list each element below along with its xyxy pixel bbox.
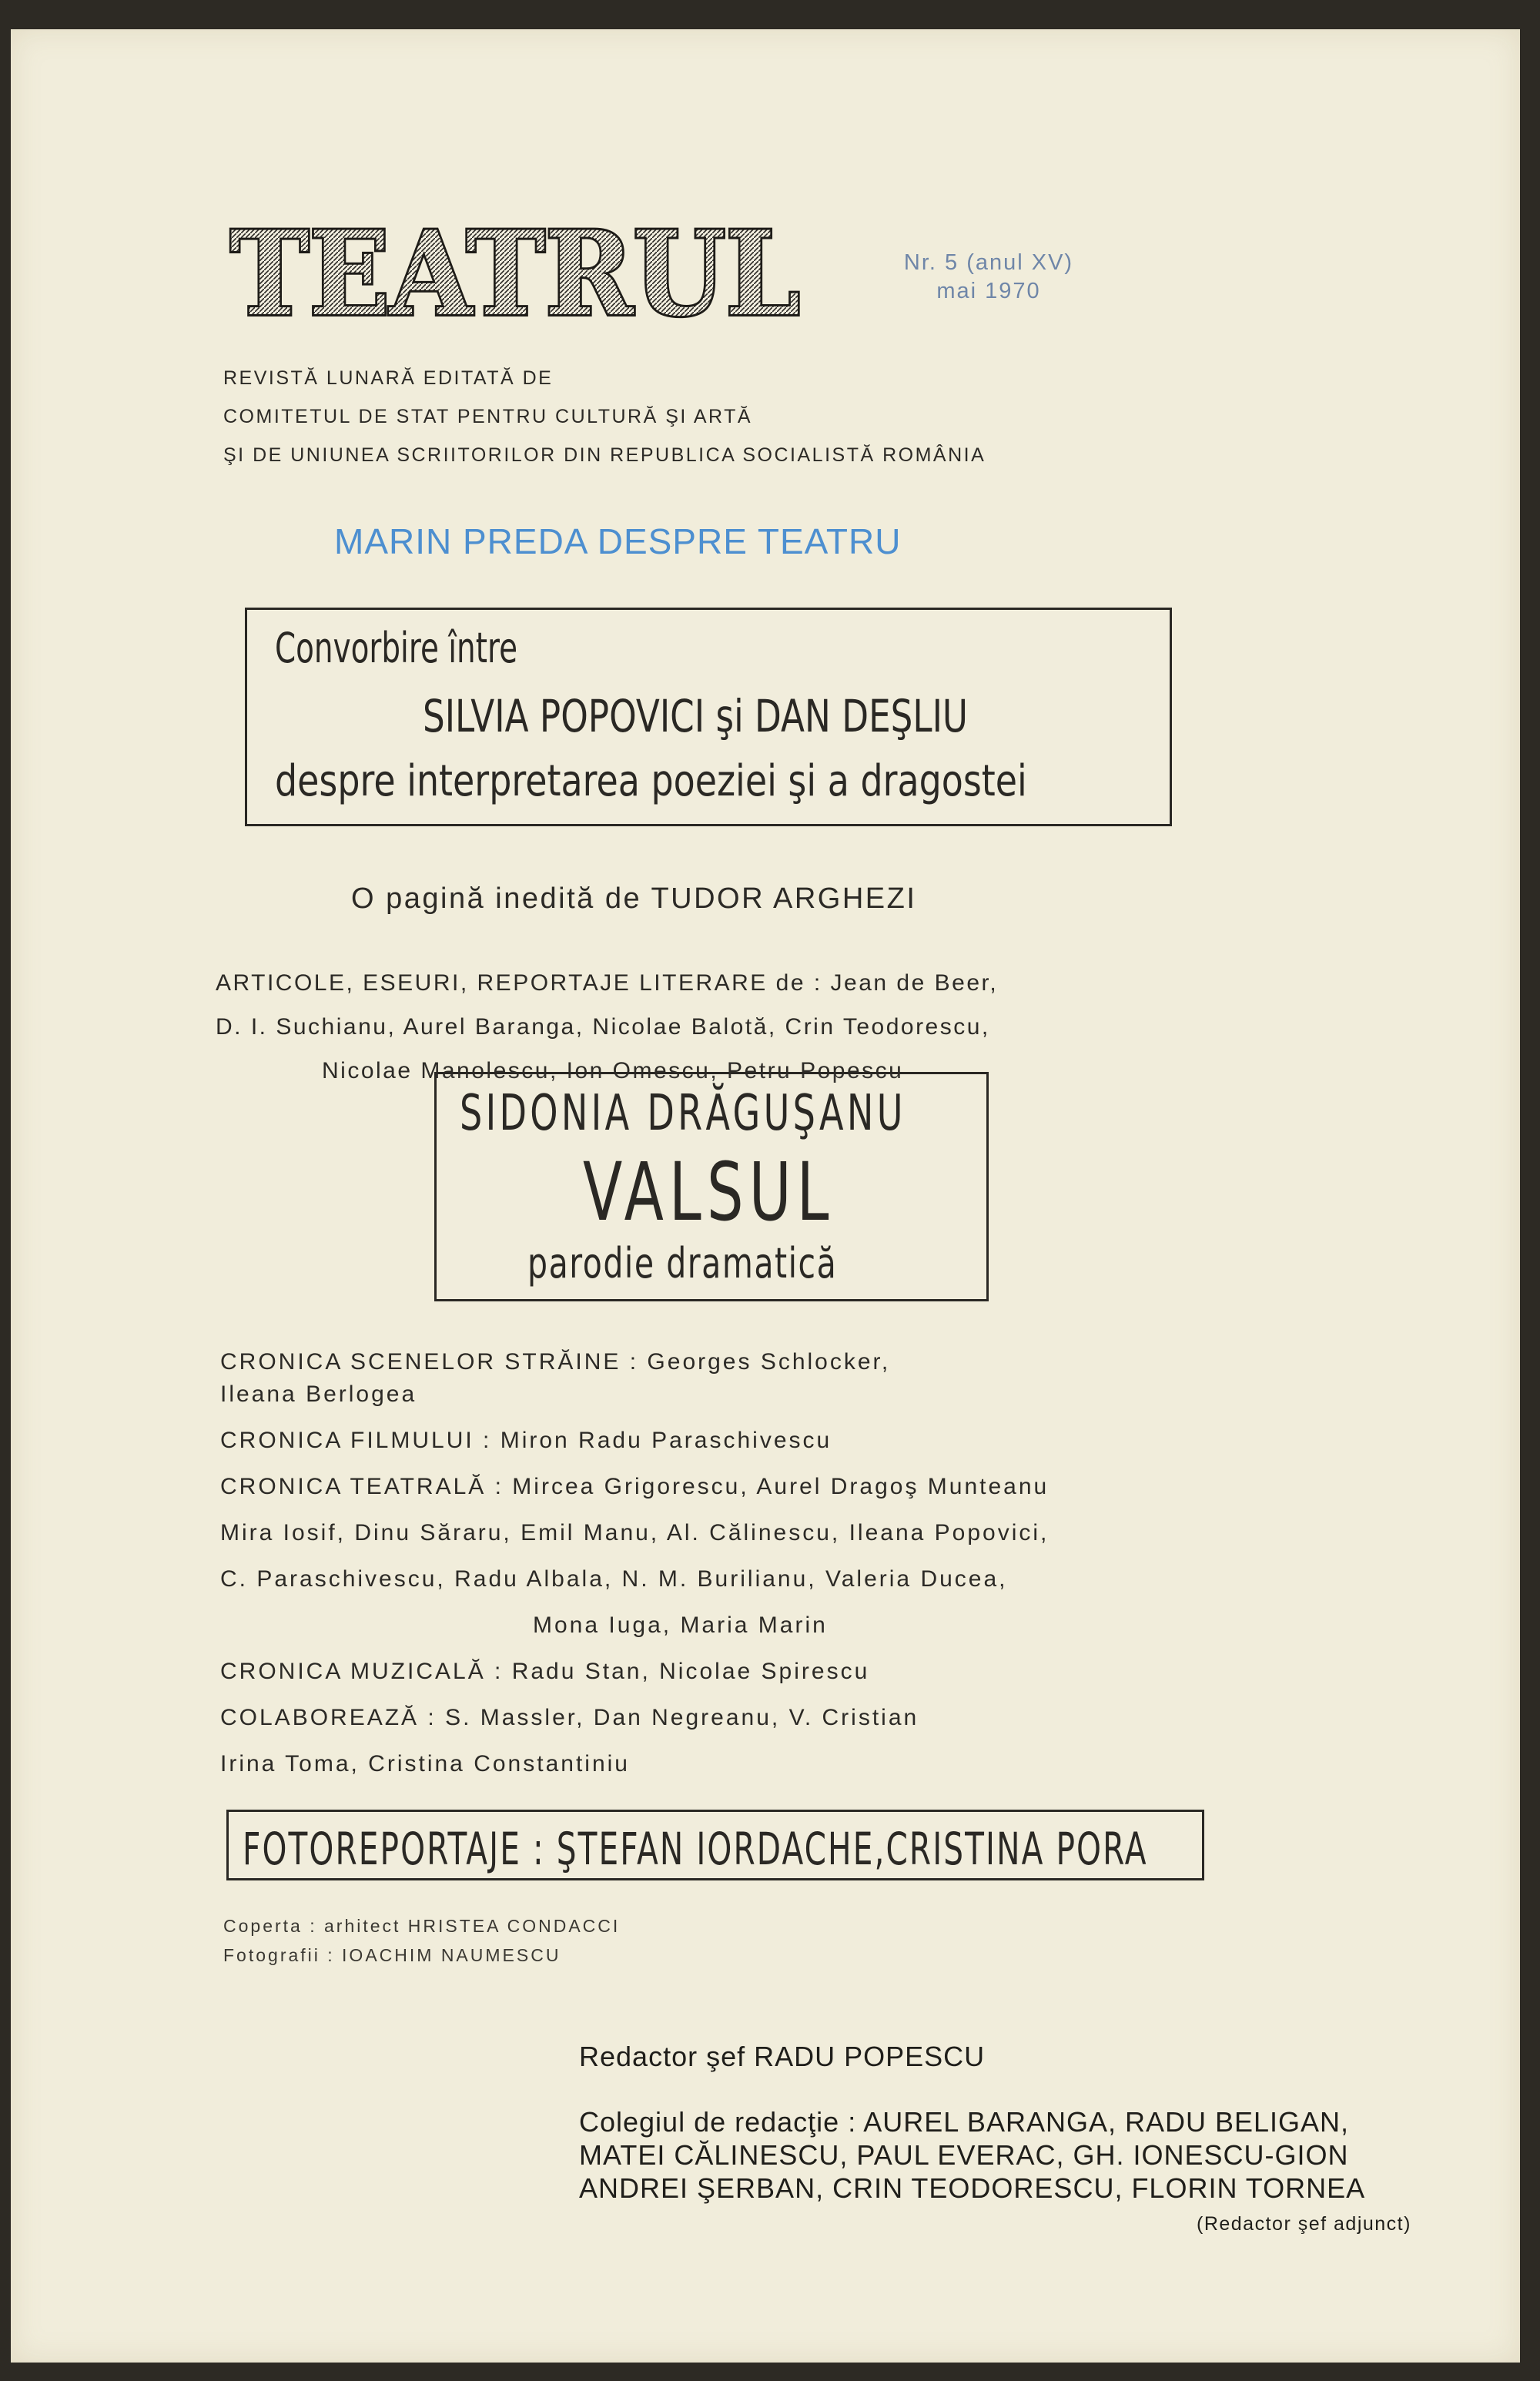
editorial-board [579,2105,1365,2205]
conversation-box [245,608,1172,826]
chronicle-line: CRONICA TEATRALĂ : Mircea Grigorescu, Aurel Dragoş Munteanu [220,1474,1050,1499]
publisher-line: ŞI DE UNIUNEA SCRIITORILOR DIN REPUBLICA SOCIALISTĂ ROMÂNIA [223,444,986,466]
credits [223,1911,620,1970]
articles-line: Nicolae Manolescu, Ion Omescu, Petru Popescu [322,1058,904,1083]
chronicle-line: Mira Iosif, Dinu Săraru, Emil Manu, Al. Călinescu, Ileana Popovici, [220,1520,1050,1545]
headline-marin-preda: MARIN PREDA DESPRE TEATRU [334,521,902,561]
play-author: SIDONIA DRĂGUŞANU [460,1085,906,1142]
issue-info [865,250,1112,304]
chronicles-list [220,1351,1237,1776]
logo-text: TEATRUL [230,210,800,342]
articles-line: D. I. Suchianu, Aurel Baranga, Nicolae Balotă, Crin Teodorescu, [216,1014,990,1040]
issue-date: mai 1970 [936,279,1041,303]
play-title: VALSUL [583,1145,835,1239]
conversation-line-1: Convorbire între [275,624,517,672]
chronicle-line: CRONICA MUZICALĂ : Radu Stan, Nicolae Spirescu [220,1659,870,1684]
board-line: ANDREI ŞERBAN, CRIN TEODORESCU, FLORIN TORNEA [579,2172,1366,2204]
publisher-info [223,359,986,474]
editor-in-chief: Redactor şef RADU POPESCU [579,2041,986,2072]
photo-credit: Fotografii : IOACHIM NAUMESCU [223,1945,561,1965]
play-box [434,1072,989,1301]
cover-credit: Coperta : arhitect HRISTEA CONDACCI [223,1916,621,1936]
teatrul-logo [223,210,808,345]
conversation-line-2: SILVIA POPOVICI şi DAN DEŞLIU [423,690,969,742]
chronicle-line: Mona Iuga, Maria Marin [533,1612,828,1638]
conversation-line-3: despre interpretarea poeziei şi a dragostei [275,756,1027,806]
articles-line: ARTICOLE, ESEURI, REPORTAJE LITERARE de : Jean de Beer, [216,970,999,996]
board-line: MATEI CĂLINESCU, PAUL EVERAC, GH. IONESCU-GION [579,2139,1349,2171]
chronicle-line: Ileana Berlogea [220,1381,417,1407]
arghezi-page: O pagină inedită de TUDOR ARGHEZI [351,882,917,915]
chronicle-line: CRONICA SCENELOR STRĂINE : Georges Schlocker, [220,1349,891,1375]
chronicle-line: C. Paraschivescu, Radu Albala, N. M. Burilianu, Valeria Ducea, [220,1566,1008,1592]
photo-reports: FOTOREPORTAJE : ŞTEFAN IORDACHE,CRISTINA PORA [243,1823,1148,1875]
photo-reports-box [226,1810,1204,1880]
publisher-line: COMITETUL DE STAT PENTRU CULTURĂ ŞI ARTĂ [223,406,753,427]
chronicle-line: COLABOREAZĂ : S. Massler, Dan Negreanu, V. Cristian [220,1705,919,1730]
play-subtitle: parodie dramatică [527,1239,838,1288]
chronicle-line: CRONICA FILMULUI : Miron Radu Paraschivescu [220,1428,832,1453]
chronicle-line: Irina Toma, Cristina Constantiniu [220,1751,630,1777]
issue-number: Nr. 5 (anul XV) [903,250,1074,275]
deputy-note: (Redactor şef adjunct) [1197,2213,1411,2235]
magazine-page [11,29,1520,2363]
publisher-line: REVISTĂ LUNARĂ EDITATĂ DE [223,367,554,389]
board-line: Colegiul de redacţie : AUREL BARANGA, RADU BELIGAN, [579,2106,1350,2138]
